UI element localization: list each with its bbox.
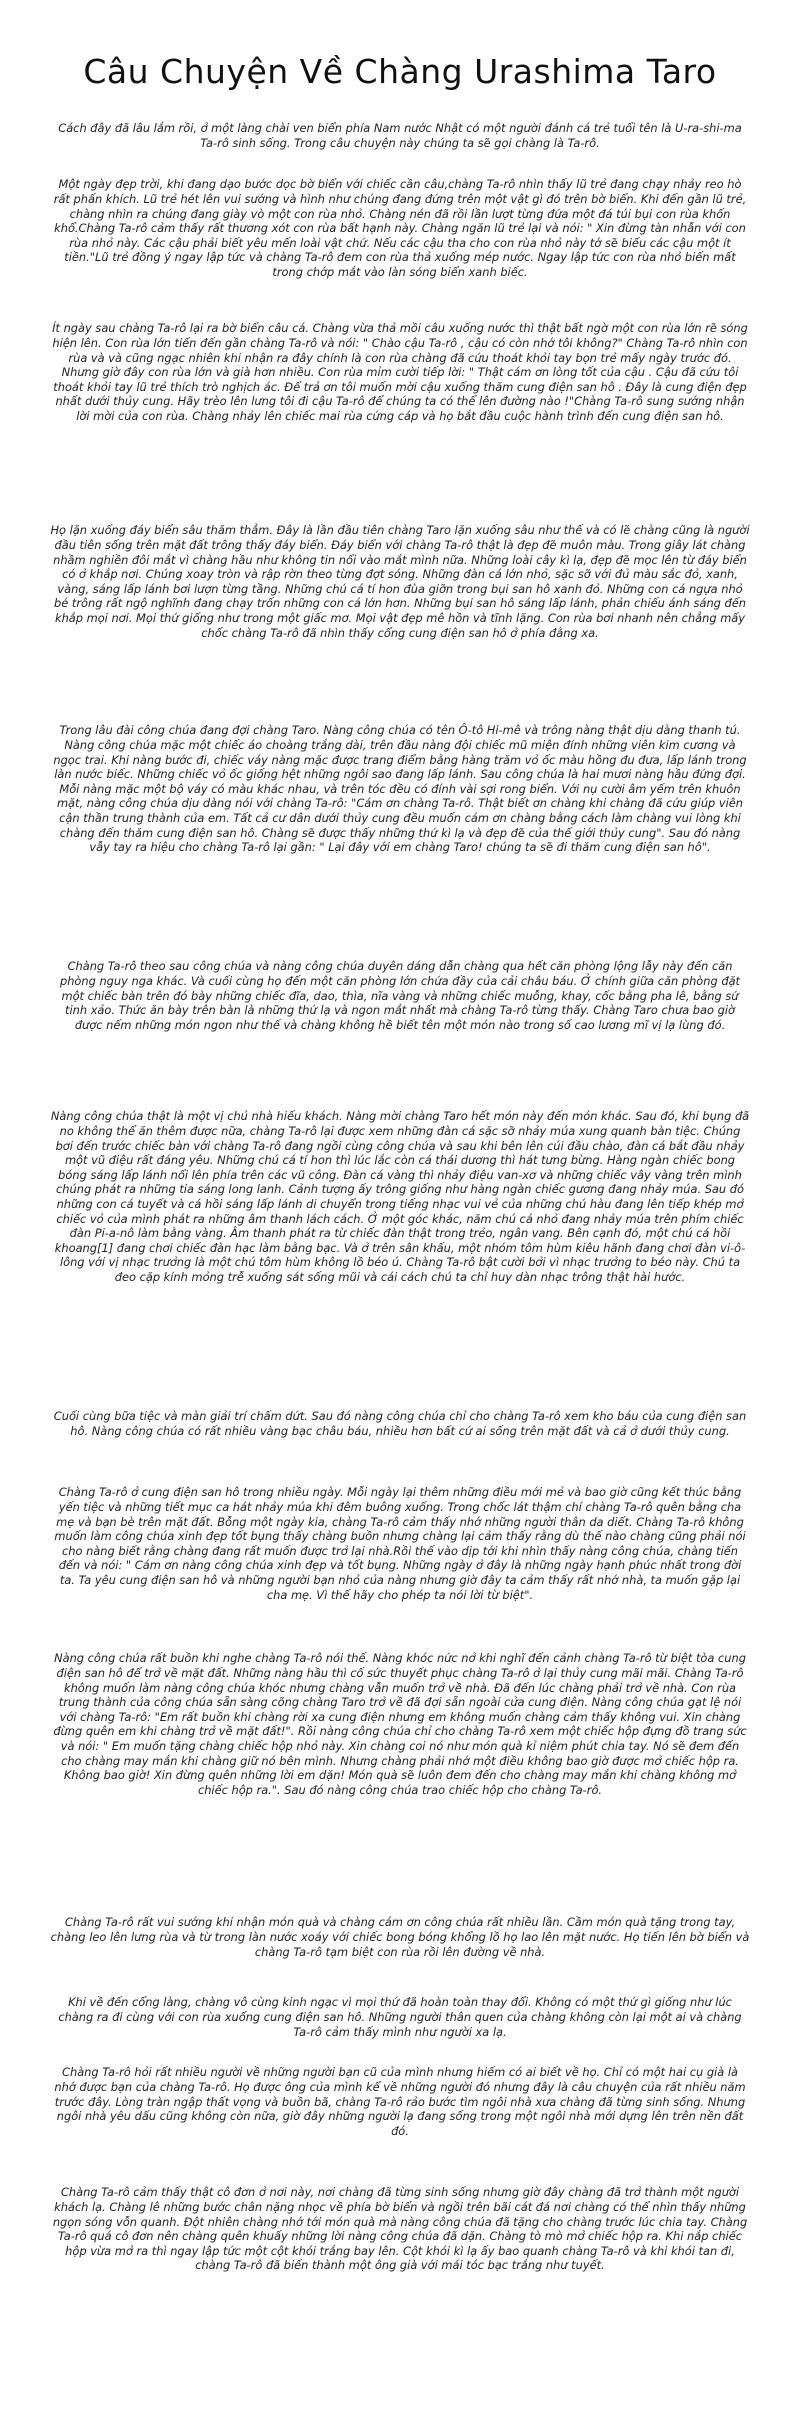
paragraph-6: Chàng Ta-rô theo sau công chúa và nàng công chúa duyên dáng dẫn chàng qua hết căn phòng lộng lẫy này đến căn phòng nguy nga khác. Và cuối cùng họ đến một căn phòng lớn chứa đầy của cải châu báu. Ở chính giữa căn phòng đặt một chiếc bàn trên đó bày những chiếc đĩa, dao, thìa, nĩa vàng và những chiếc muỗng, khay, cốc bằng pha lê, bằng sứ tinh xảo. Thức ăn bày trên bàn là những thứ lạ và ngon mắt nhất mà chàng Ta-rô từng thấy. Chàng Taro chưa bao giờ được nếm những món ngon như thế và chàng không hề biết tên một món nào trong số cao lương mĩ vị lạ lùng đó. [59, 959, 741, 1032]
paragraph-2: Một ngày đẹp trời, khi đang dạo bước dọc bờ biển với chiếc cần câu,chàng Ta-rô nhìn thấy lũ trẻ đang chạy nhảy reo hò rất phấn khích. Lũ trẻ hét lên vui sướng và hình như chúng đang đứng trên một vật gì đó trên bờ biển. Khi đến gần lũ trẻ, chàng nhìn ra chúng đang giày vò một con rùa nhỏ. Chàng nén đã rồi lần lượt từng đứa một đá túi bụi con rùa khốn khổ.Chàng Ta-rô cảm thấy rất thương xót con rùa bất hạnh này. Chàng ngăn lũ trẻ lại và nói: " Xin đừng tàn nhẫn với con rùa nhỏ này. Các cậu phải biết yêu mến loài vật chứ. Nếu các cậu tha cho con rùa nhỏ này tớ sẽ biếu các cậu một ít tiền."Lũ trẻ đồng ý ngay lập tức và chàng Ta-rô đem con rùa thả xuống mép nước. Ngay lập tức con rùa nhỏ biến mất trong chớp mắt vào làn sóng biển xanh biếc. [53, 177, 747, 279]
paragraph-3: Ít ngày sau chàng Ta-rô lại ra bờ biển câu cá. Chàng vừa thả mồi câu xuống nước thì thật bất ngờ một con rùa lớn rẽ sóng hiện lên. Con rùa lớn tiến đến gần chàng Ta-rô và nói: " Chào cậu Ta-rô , cậu có còn nhớ tôi không?" Chàng Ta-rô nhìn con rùa và và cũng ngạc nhiên khi nhận ra đây chính là con rùa chàng đã cứu thoát khỏi tay bọn trẻ mấy ngày trước đó. Nhưng giờ đây con rùa lớn và già hơn nhiều. Con rùa mỉm cười tiếp lời: " Thật cám ơn lòng tốt của cậu . Cậu đã cứu tôi thoát khỏi tay lũ trẻ thích trò nghịch ác. Để trả ơn tôi muốn mời cậu xuống thăm cung điện san hô . Đây là cung điện đẹp nhất dưới thủy cung. Hãy trèo lên lưng tôi đi cậu Ta-rô để chúng ta có thể lên đường nào !"Chàng Ta-rô sung sướng nhận lời mời của con rùa. Chàng nhảy lên chiếc mai rùa cứng cáp và họ bắt đầu cuộc hành trình đến cung điện san hô. [52, 321, 748, 423]
paragraph-5: Trong lâu đài công chúa đang đợi chàng Taro. Nàng công chúa có tên Ô-tô Hi-mê và trông nàng thật dịu dàng thanh tú. Nàng công chúa mặc một chiếc áo choàng trắng dài, trên đầu nàng đội chiếc mũ miện đính những viên kim cương và ngọc trai. Khi nàng bước đi, chiếc váy nàng mặc được trang điểm bằng hàng trăm vỏ ốc màu hồng đu đưa, lấp lánh trong làn nước biếc. Những chiếc vỏ ốc giống hệt những ngôi sao đang lấp lánh. Sau công chúa là hai mươi nàng hầu đứng đợi. Mỗi nàng mặc một bộ váy có màu khác nhau, và trên tóc đều có đính vài sợi rong biển. Với nụ cười âm yếm trên khuôn mặt, nàng công chúa dịu dàng nói với chàng Ta-rô: "Cám ơn chàng Ta-rô. Thật biết ơn chàng khi chàng đã cứu giúp viên cận thần trung thành của em. Tất cả cư dân dưới thủy cung đều muốn cám ơn chàng bằng cách làm chàng vui lòng khi chàng đến thăm cung điện san hô. Chàng sẽ được thấy những thứ kì lạ và đẹp đẽ của thế giới thủy cung". Sau đó nàng vẫy tay ra hiệu cho chàng Ta-rô lại gần: " Lại đây với em chàng Taro! chúng ta sẽ đi thăm cung điện san hô". [53, 723, 747, 855]
paragraph-4: Họ lặn xuống đáy biển sâu thăm thẳm. Đây là lần đầu tiên chàng Taro lặn xuống sâu như thế và có lẽ chàng cũng là người đầu tiên sống trên mặt đất trông thấy đáy biển. Đáy biển với chàng Ta-rô thật là đẹp đẽ muôn màu. Trong giây lát chàng nhầm nghiền đôi mắt vì chàng hầu như không tin nổi vào mắt mình nữa. Những loài cây kì lạ, đẹp đẽ mọc lên từ đáy biển có ở khắp nơi. Chúng xoay tròn và rập rờn theo từng đợt sóng. Những đàn cá lớn nhỏ, sặc sỡ với đủ màu sắc đỏ, xanh, vàng, sáng lấp lánh bơi lượn từng tầng. Những chú cá tí hon đùa giỡn trong bụi san hô xanh đỏ. Những con cá ngựa nhỏ bé trông rất ngộ nghĩnh đang chạy trốn những con cá lớn hơn. Những bụi san hô sáng lấp lánh, phản chiếu ánh sáng đến khắp mọi nơi. Mọi thứ giống như trong một giấc mơ. Mọi vật đẹp mê hồn và tĩnh lặng. Con rùa bơi nhanh nên chẳng mấy chốc chàng Ta-rô đã nhìn thấy cổng cung điện san hô ở phía đằng xa. [50, 523, 750, 640]
paragraph-8: Cuối cùng bữa tiệc và màn giải trí chấm dứt. Sau đó nàng công chúa chỉ cho chàng Ta-rô xem kho báu của cung điện san hô. Nàng công chúa có rất nhiều vàng bạc châu báu, nhiều hơn bất cứ ai sống trên mặt đất và cả ở dưới thủy cung. [53, 1409, 747, 1438]
paragraph-1: Cách đây đã lâu lắm rồi, ở một làng chài ven biển phía Nam nước Nhật có một người đánh cá trẻ tuổi tên là U-ra-shi-ma Ta-rô sinh sống. Trong câu chuyện này chúng ta sẽ gọi chàng là Ta-rô. [58, 121, 742, 150]
paragraph-10: Nàng công chúa rất buồn khi nghe chàng Ta-rô nói thế. Nàng khóc nức nở khi nghĩ đến cảnh chàng Ta-rô từ biệt tòa cung điện san hô để trở về mặt đất. Những nàng hầu thì cố sức thuyết phục chàng Ta-rô ở lại thủy cung mãi mãi. Chàng Ta-rô không muốn làm nàng công chúa khóc nhưng chàng vẫn muốn trở về nhà. Đã đến lúc chàng phải trở về nhà. Con rùa trung thành của công chúa sẵn sàng cõng chàng Taro trở về đã đợi sẵn ngoài cửa cung điện. Nàng công chúa gạt lệ nói với chàng Ta-rô: "Em rất buồn khi chàng rời xa cung điện nhưng em không muốn chàng cảm thấy không vui. Xin chàng đừng quên em khi chàng trở về mặt đất!". Rồi nàng công chúa chỉ cho chàng Ta-rô xem một chiếc hộp đựng đồ trang sức và nói: " Em muốn tặng chàng chiếc hộp nhỏ này. Xin chàng coi nó như món quà kỉ niệm phút chia tay. Nó sẽ đem đến cho chàng may mắn khi chàng giữ nó bên mình. Nhưng chàng phải nhớ một điều không bao giờ được mở chiếc hộp ra. Không bao giờ! Xin đừng quên những lời em dặn! Món quà sẽ luôn đem đến cho chàng may mắn khi chàng không mở chiếc hộp ra.". Sau đó nàng công chúa trao chiếc hộp cho chàng Ta-rô. [53, 1651, 747, 1797]
paragraph-9: Chàng Ta-rô ở cung điện san hô trong nhiều ngày. Mỗi ngày lại thêm những điều mới mẻ và bao giờ cũng kết thúc bằng yến tiệc và những tiết mục ca hát nhảy múa khi đêm buông xuống. Trong chốc lát thậm chí chàng Ta-rô quên bằng cha mẹ và bạn bè trên mặt đất. Bỗng một ngày kia, chàng Ta-rô cảm thấy nhớ những người thân da diết. Chàng Ta-rô không muốn làm công chúa xinh đẹp tốt bụng thấy chàng buồn nhưng chàng lại cảm thấy rằng dù thế nào chàng cũng phải nói cho nàng biết rằng chàng đang rất muốn được trở lại nhà.Rồi thế vào dịp tới khi nhìn thấy nàng công chúa, chàng tiến đến và nói: " Cám ơn nàng công chúa xinh đẹp và tốt bụng. Những ngày ở đây là những ngày hạnh phúc nhất trong đời ta. Ta yêu cung điện san hô và những người bạn nhỏ của nàng nhưng giờ đây ta cảm thấy rất nhớ nhà, ta muốn gặp lại cha mẹ. Vì thế hãy cho phép ta nói lời từ biệt". [54, 1485, 746, 1602]
paragraph-12: Khi về đến cổng làng, chàng vô cùng kinh ngạc vì mọi thứ đã hoàn toàn thay đổi. Không có một thứ gì giống như lúc chàng ra đi cùng với con rùa xuống cung điện san hô. Những người thân quen của chàng không còn lại một ai và chàng Ta-rô cảm thấy mình như người xa lạ. [58, 1995, 742, 2039]
paragraph-7: Nàng công chúa thật là một vị chủ nhà hiếu khách. Nàng mời chàng Taro hết món này đến món khác. Sau đó, khi bụng đã no không thể ăn thêm được nữa, chàng Ta-rô lại được xem những đàn cá sặc sỡ nhảy múa xung quanh bàn tiệc. Chúng bơi đến trước chiếc bàn với chàng Ta-rô đang ngồi cùng công chúa và sau khi bên lên cúi đầu chào, đàn cá bắt đầu nhảy một vũ điệu rất đáng yêu. Những chú cá tí hon thì lúc lắc còn cá thái dương thì hát tưng bừng. Hàng ngàn chiếc bong bóng sáng lấp lánh nổi lên phía trên các vũ công. Đàn cá vàng thì nhảy điệu van-xơ và những chiếc vây vàng trên mình chúng phát ra những tia sáng long lanh. Cảnh tượng ấy trông giống như hàng ngàn chiếc gương đang nhảy múa. Sau đó những con cá tuyết và cá hồi sáng lấp lánh di chuyển trong tiếng nhạc vui vẻ của những chú hàu đang lên tiếp khép mở chiếc vỏ của mình phát ra những âm thanh lách cách. Ở một góc khác, năm chú cá nhỏ đang nhảy múa trên phím chiếc đàn Pi-a-nô làm bằng vàng. Âm thanh phát ra từ chiếc đàn thật trong trẻo, ngân vang. Bên cạnh đó, một chú cá hồi khoang[1] đang chơi chiếc đàn hạc làm bằng bạc. Và ở trên sân khấu, một nhóm tôm hùm kiêu hãnh đang chơi đàn vi-ô-lông với vị nhạc trưởng là một chú tôm hùm không lồ béo ú. Chàng Ta-rô bật cười bởi vì nhạc trưởng to béo này. Chú ta đeo cặp kính mỏng trễ xuống sát sống mũi và cái cách chú ta chỉ huy dàn nhạc trông thật hài hước. [50, 1109, 750, 1284]
paragraph-13: Chàng Ta-rô hỏi rất nhiều người về những người bạn cũ của mình nhưng hiếm có ai biết về họ. Chỉ có một hai cụ già là nhớ được bạn của chàng Ta-rô. Họ được ông của mình kể về những người đó nhưng đây là câu chuyện của rất nhiều năm trước đây. Lòng tràn ngập thất vọng và buồn bã, chàng Ta-rô rảo bước tìm ngôi nhà xưa chàng đã từng sinh sống. Nhưng ngôi nhà yêu dấu cũng không còn nữa, giờ đây những người lạ đang sống trong một ngôi nhà mới dựng lên trên nền đất đó. [54, 2065, 746, 2138]
story-title: Câu Chuyện Về Chàng Urashima Taro [83, 52, 717, 91]
paragraph-11: Chàng Ta-rô rất vui sướng khi nhận món quà và chàng cám ơn công chúa rất nhiều lần. Cầm món quà tặng trong tay, chàng leo lên lưng rùa và từ trong làn nước xoáy với chiếc bong bóng khổng lồ họ lao lên mặt nước. Họ tiến lên bờ biển và chàng Ta-rô tạm biệt con rùa rồi lên đường về nhà. [50, 1915, 750, 1959]
paragraph-14: Chàng Ta-rô cảm thấy thật cô đơn ở nơi này, nơi chàng đã từng sinh sống nhưng giờ đây chàng đã trở thành một người khách lạ. Chàng lê những bước chân nặng nhọc về phía bờ biển và ngồi trên bãi cát đá nơi chàng có thể nhìn thấy những ngọn sóng vỗn quanh. Đột nhiên chàng nhớ tới món quà mà nàng công chúa đã tặng cho chàng trước lúc chia tay. Chàng Ta-rô quá cô đơn nên chàng quên khuấy những lời nàng công chúa đã dặn. Chàng tò mò mở chiếc hộp ra. Khi nắp chiếc hộp vừa mở ra thì ngay lập tức một cột khói trắng bay lên. Cột khói kì lạ ấy bao quanh chàng Ta-rô và khi khói tan đi, chàng Ta-rô đã biến thành một ông già với mái tóc bạc trắng như tuyết. [52, 2185, 748, 2273]
